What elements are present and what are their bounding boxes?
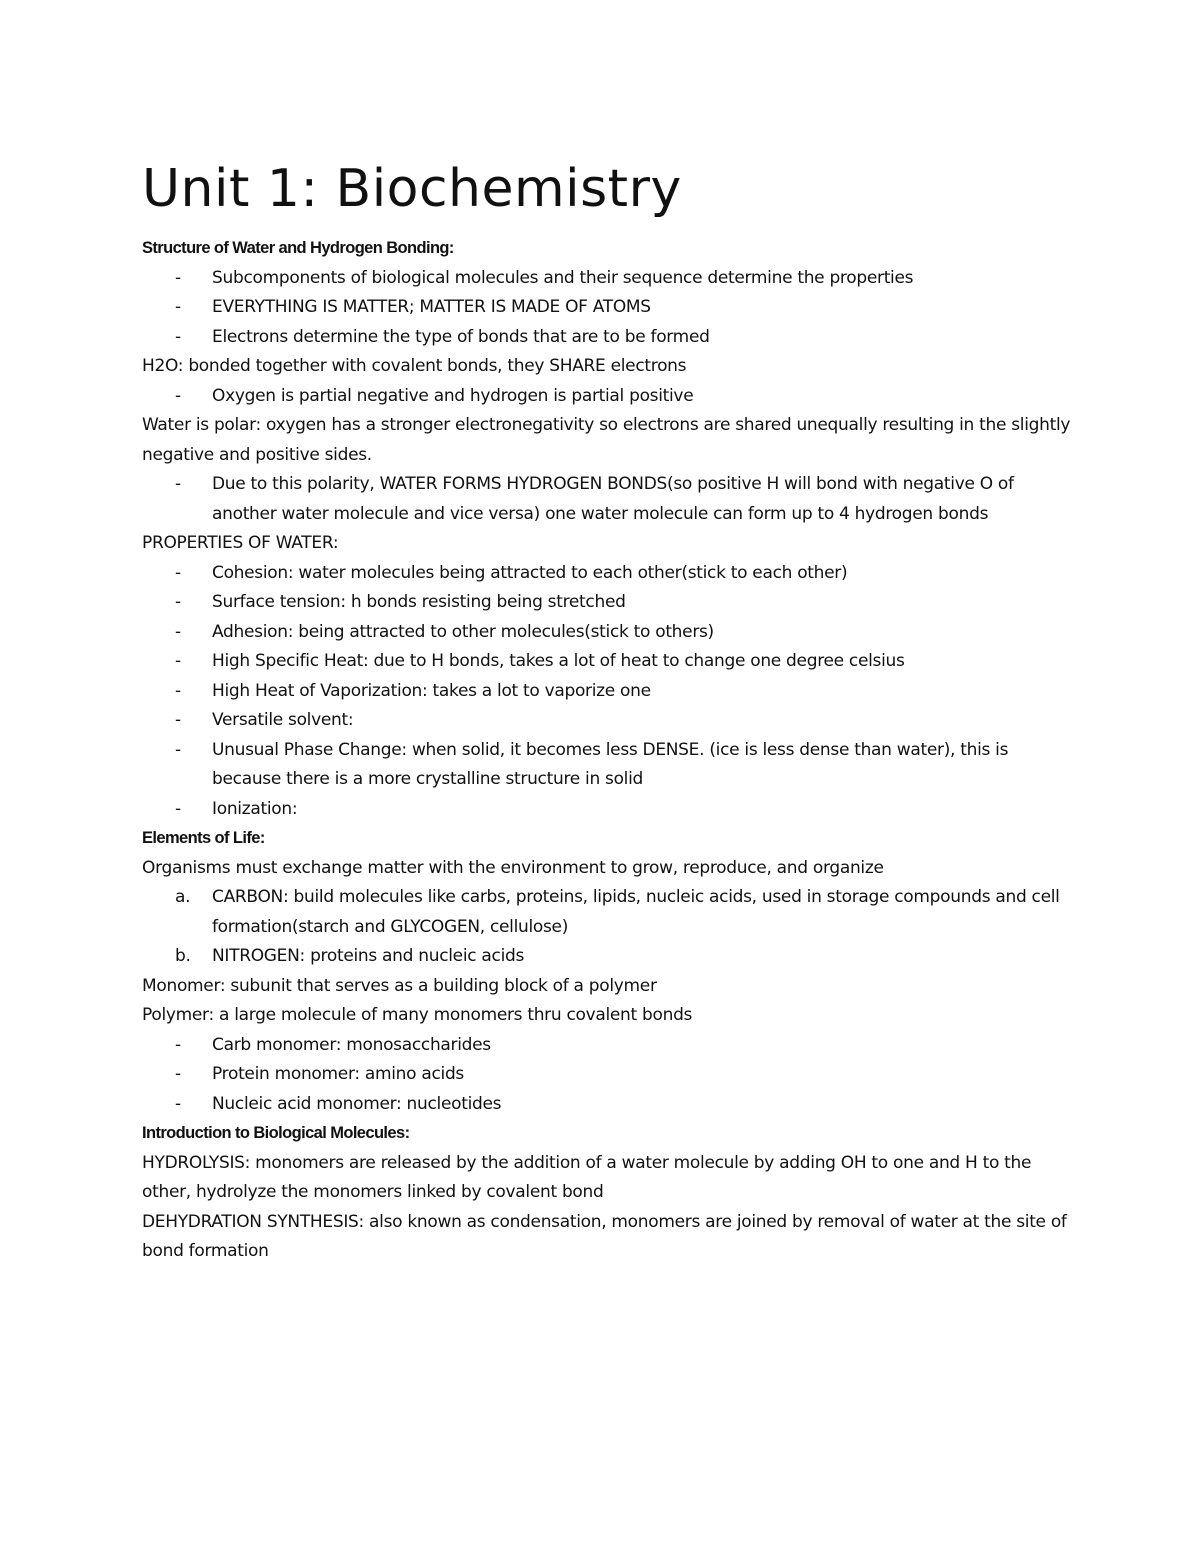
lettered-item: b. NITROGEN: proteins and nucleic acids <box>142 942 1077 972</box>
bullet-dash: - <box>175 297 181 317</box>
bullet-dash: - <box>175 1034 181 1055</box>
section-heading-water: Structure of Water and Hydrogen Bonding: <box>142 239 454 257</box>
list-item: - Adhesion: being attracted to other molecules(stick to others) <box>142 618 1077 648</box>
bullet-dash: - <box>175 680 181 701</box>
page-title: Unit 1: Biochemistry <box>142 159 682 219</box>
list-item: - High Heat of Vaporization: takes a lot to vaporize one <box>142 677 1077 707</box>
monomer-definition: Monomer: subunit that serves as a building block of a polymer <box>142 975 657 996</box>
paragraph-polarity: Water is polar: oxygen has a stronger electronegativity so electrons are shared unequally resulting in the slightly negative and positive sides. <box>142 415 1071 465</box>
list-letter: b. <box>175 946 191 966</box>
bullet-dash: - <box>175 710 181 730</box>
lettered-item: a. CARBON: build molecules like carbs, proteins, lipids, nucleic acids, used in storage compounds and cell formation(starch and GLYCOGEN, cellulose) <box>142 883 1077 942</box>
bullet-dash: - <box>175 474 181 494</box>
list-item: - Due to this polarity, WATER FORMS HYDROGEN BONDS(so positive H will bond with negative O of another water molecule and vice versa) one water molecule can form up to 4 hydrogen bonds <box>142 470 1077 529</box>
bullet-dash: - <box>175 267 181 288</box>
bullet-dash: - <box>175 326 181 347</box>
list-item: - Subcomponents of biological molecules and their sequence determine the properties <box>142 264 1077 294</box>
bullet-dash: - <box>175 739 181 760</box>
list-item: - Oxygen is partial negative and hydrogen is partial positive <box>142 382 1077 412</box>
list-item: - Surface tension: h bonds resisting being stretched <box>142 588 1077 618</box>
list-item: - Electrons determine the type of bonds that are to be formed <box>142 323 1077 353</box>
paragraph-h2o: H2O: bonded together with covalent bonds, they SHARE electrons <box>142 356 687 376</box>
list-item: - Protein monomer: amino acids <box>142 1060 1077 1090</box>
bullet-dash: - <box>175 1093 181 1114</box>
list-item: - Unusual Phase Change: when solid, it becomes less DENSE. (ice is less dense than water), this is because there is a more crystalline structure in solid <box>142 736 1077 795</box>
list-item: - Versatile solvent: <box>142 706 1077 736</box>
list-item: - High Specific Heat: due to H bonds, takes a lot of heat to change one degree celsius <box>142 647 1077 677</box>
document-page <box>142 150 1077 1267</box>
bullet-dash: - <box>175 562 181 583</box>
list-item: - EVERYTHING IS MATTER; MATTER IS MADE OF ATOMS <box>142 293 1077 323</box>
list-item: - Nucleic acid monomer: nucleotides <box>142 1090 1077 1120</box>
bullet-dash: - <box>175 592 181 612</box>
section-heading-biological-molecules: Introduction to Biological Molecules: <box>142 1124 410 1142</box>
paragraph-hydrolysis: HYDROLYSIS: monomers are released by the addition of a water molecule by adding OH to one and H to the other, hydrolyze the monomers linked by covalent bond <box>142 1152 1032 1202</box>
properties-label: PROPERTIES OF WATER: <box>142 533 339 553</box>
list-item: - Ionization: <box>142 795 1077 825</box>
paragraph-organisms: Organisms must exchange matter with the environment to grow, reproduce, and organize <box>142 857 884 878</box>
polymer-definition: Polymer: a large molecule of many monomers thru covalent bonds <box>142 1005 693 1025</box>
bullet-dash: - <box>175 798 181 819</box>
paragraph-dehydration: DEHYDRATION SYNTHESIS: also known as condensation, monomers are joined by removal of water at the site of bond formation <box>142 1211 1067 1261</box>
list-item: - Cohesion: water molecules being attracted to each other(stick to each other) <box>142 559 1077 589</box>
section-heading-elements: Elements of Life: <box>142 829 265 847</box>
bullet-dash: - <box>175 385 181 406</box>
bullet-dash: - <box>175 1064 181 1084</box>
list-item: - Carb monomer: monosaccharides <box>142 1031 1077 1061</box>
bullet-dash: - <box>175 621 181 642</box>
list-letter: a. <box>175 887 191 907</box>
bullet-dash: - <box>175 651 181 671</box>
